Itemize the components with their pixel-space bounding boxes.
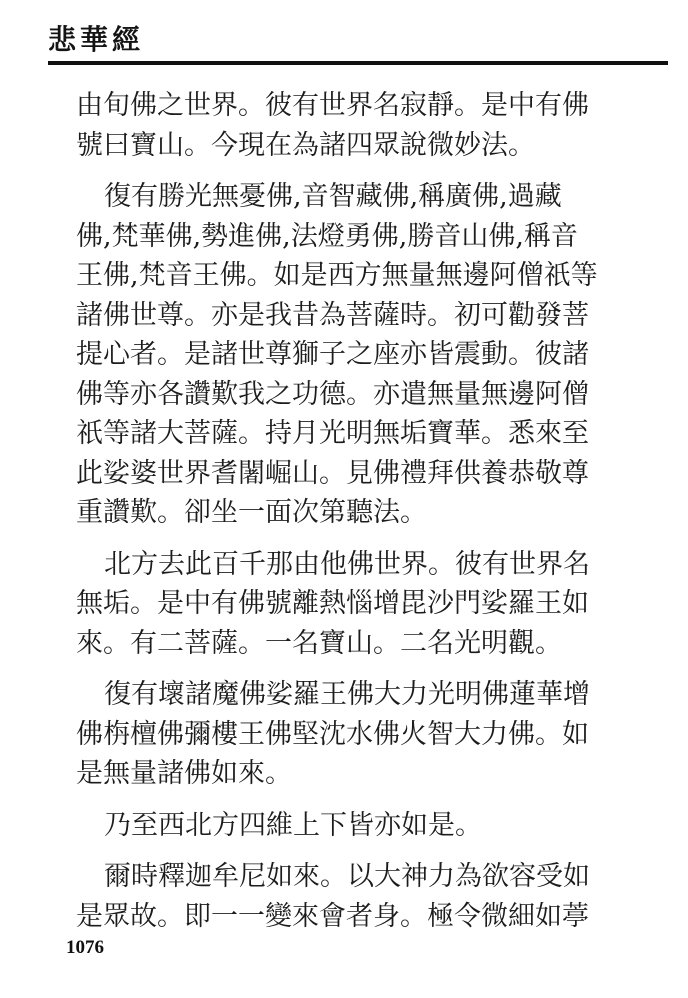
paragraph-4: 復有壞諸魔佛娑羅王佛大力光明佛蓮華增 佛栴檀佛彌樓王佛堅沈水佛火智大力佛。如 是無量諸佛如來。 [76, 679, 590, 789]
paragraph-6: 爾時釋迦牟尼如來。以大神力為欲容受如 是眾故。即一一變來會者身。極令微細如葶 [76, 861, 590, 932]
paragraph-1: 由旬佛之世界。彼有世界名寂靜。是中有佛 號曰寶山。今現在為諸四眾說微妙法。 [76, 90, 589, 161]
body-text [76, 86, 636, 948]
header-rule [48, 61, 668, 65]
running-header-title: 悲華經 [48, 23, 145, 56]
paragraph-5: 乃至西北方四維上下皆亦如是。 [104, 809, 482, 841]
paragraph-2: 復有勝光無憂佛,音智藏佛,稱廣佛,過藏 佛,梵華佛,勢進佛,法燈勇佛,勝音山佛,稱音 王佛,梵音王佛。如是西方無量無邊阿僧祇等 諸佛世尊。亦是我昔為菩薩時。初可勸發菩 提心者。是諸世尊獅子之座亦皆震動。彼諸 佛等亦各讚歎我之功德。亦遣無量無邊阿僧 祇等諸大菩薩。持月光明無垢寶華。悉來至 此娑婆世界耆闍崛山。見佛禮拜供養恭敬尊 重讚歎。卻坐一面次第聽法。 [76, 181, 598, 528]
page-number: 1076 [66, 937, 104, 958]
paragraph-3: 北方去此百千那由他佛世界。彼有世界名 無垢。是中有佛號離熱惱增毘沙門娑羅王如 來。有二菩薩。一名寶山。二名光明觀。 [76, 548, 590, 659]
